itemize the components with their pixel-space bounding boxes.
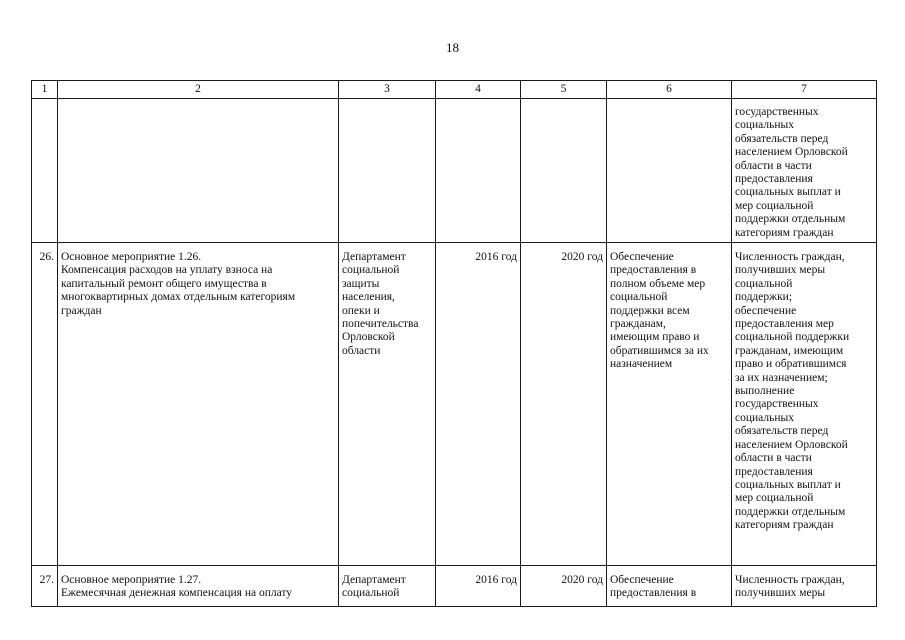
text-line: обратившимся за их	[610, 344, 709, 357]
text-line: Орловской	[342, 331, 395, 344]
text-line: поддержки отдельным	[735, 505, 846, 518]
text-line: предоставления в	[610, 264, 697, 277]
text-line: предоставления	[735, 173, 813, 186]
start-year: 2016 год	[436, 243, 521, 566]
table-row	[32, 243, 877, 566]
column-number-row	[32, 81, 877, 99]
text-line: назначением	[610, 358, 673, 371]
empty-cell	[339, 99, 436, 243]
text-line: Обеспечение	[610, 574, 674, 586]
column-number: 2	[58, 81, 339, 99]
empty-cell	[607, 99, 732, 243]
indicator-text	[735, 251, 873, 533]
text-line: капитальный ремонт общего имущества в	[61, 277, 267, 290]
text-line: за их назначением;	[735, 371, 828, 384]
text-line: Основное мероприятие 1.27.	[61, 574, 202, 586]
text-line: Ежемесячная денежная компенсация на оплату	[61, 587, 293, 600]
column-number: 7	[732, 81, 877, 99]
text-line: мер социальной	[735, 199, 814, 212]
text-line: Компенсация расходов на уплату взноса на	[61, 264, 273, 277]
column-number: 1	[32, 81, 58, 99]
empty-cell	[436, 99, 521, 243]
indicator-text	[735, 574, 873, 601]
empty-cell	[58, 99, 339, 243]
text-line: социальной	[610, 291, 668, 304]
text-line: многоквартирных домах отдельным категориям	[61, 291, 296, 304]
executor-cell	[339, 243, 436, 566]
text-line: предоставления в	[610, 587, 697, 600]
text-line: области в части	[735, 159, 812, 172]
text-line: выполнение	[735, 385, 795, 398]
page-number: 18	[446, 40, 459, 55]
column-number: 3	[339, 81, 436, 99]
text-line: гражданам,	[610, 318, 666, 331]
text-line: поддержки всем	[610, 304, 690, 317]
text-line: категориям граждан	[735, 226, 834, 239]
indicator-cell	[732, 243, 877, 566]
executor-name	[342, 574, 432, 601]
text-line: предоставления мер	[735, 318, 834, 331]
measures-table	[31, 80, 877, 607]
row-number: 27.	[32, 566, 58, 607]
expected-result-cell	[607, 243, 732, 566]
measure-name-cell	[58, 243, 339, 566]
text-line: социальных	[735, 119, 794, 132]
empty-cell	[521, 99, 607, 243]
text-line: имеющим право и	[610, 331, 700, 344]
text-line: гражданам, имеющим	[735, 344, 844, 357]
expected-result	[610, 251, 728, 372]
row-number: 26.	[32, 243, 58, 566]
text-line: государственных	[735, 106, 819, 118]
text-line: обязательств перед	[735, 132, 829, 145]
text-line: Департамент	[342, 574, 406, 586]
column-number: 5	[521, 81, 607, 99]
text-line: населением Орловской	[735, 146, 848, 159]
empty-cell	[32, 99, 58, 243]
text-line: поддержки отдельным	[735, 213, 846, 226]
text-line: попечительства	[342, 318, 419, 331]
table-row	[32, 566, 877, 607]
text-line: социальных выплат и	[735, 186, 841, 199]
executor-cell	[339, 566, 436, 607]
column-number: 4	[436, 81, 521, 99]
indicator-cell	[732, 566, 877, 607]
text-line: предоставления	[735, 465, 813, 478]
text-line: социальной поддержки	[735, 331, 850, 344]
text-line: государственных	[735, 398, 819, 411]
text-line: Численность граждан,	[735, 574, 845, 586]
text-line: Численность граждан,	[735, 251, 845, 263]
text-line: получивших меры	[735, 264, 826, 277]
end-year: 2020 год	[521, 566, 607, 607]
measure-name	[61, 251, 335, 318]
text-line: получивших меры	[735, 587, 826, 600]
text-line: социальной	[735, 277, 793, 290]
text-line: категориям граждан	[735, 519, 834, 532]
text-line: мер социальной	[735, 492, 814, 505]
text-line: Обеспечение	[610, 251, 674, 263]
text-line: социальной	[342, 264, 400, 277]
expected-result-cell	[607, 566, 732, 607]
text-line: защиты	[342, 277, 380, 290]
measure-name	[61, 574, 335, 601]
text-line: полном объеме мер	[610, 277, 706, 290]
expected-result	[610, 574, 728, 601]
indicator-cell	[732, 99, 877, 243]
executor-name	[342, 251, 432, 358]
text-line: Основное мероприятие 1.26.	[61, 251, 202, 263]
text-line: социальных	[735, 411, 794, 424]
text-line: граждан	[61, 304, 102, 317]
text-line: обязательств перед	[735, 425, 829, 438]
text-line: поддержки;	[735, 291, 793, 304]
text-line: социальной	[342, 587, 400, 600]
measure-name-cell	[58, 566, 339, 607]
text-line: области в части	[735, 452, 812, 465]
text-line: Департамент	[342, 251, 406, 263]
text-line: право и обратившимся	[735, 358, 847, 371]
text-line: опеки и	[342, 304, 380, 317]
text-line: населением Орловской	[735, 438, 848, 451]
table-row-continuation	[32, 99, 877, 243]
end-year: 2020 год	[521, 243, 607, 566]
text-line: населения,	[342, 291, 395, 304]
text-line: социальных выплат и	[735, 478, 841, 491]
start-year: 2016 год	[436, 566, 521, 607]
column-number: 6	[607, 81, 732, 99]
text-line: области	[342, 344, 381, 357]
text-line: обеспечение	[735, 304, 797, 317]
indicator-text	[735, 106, 873, 240]
